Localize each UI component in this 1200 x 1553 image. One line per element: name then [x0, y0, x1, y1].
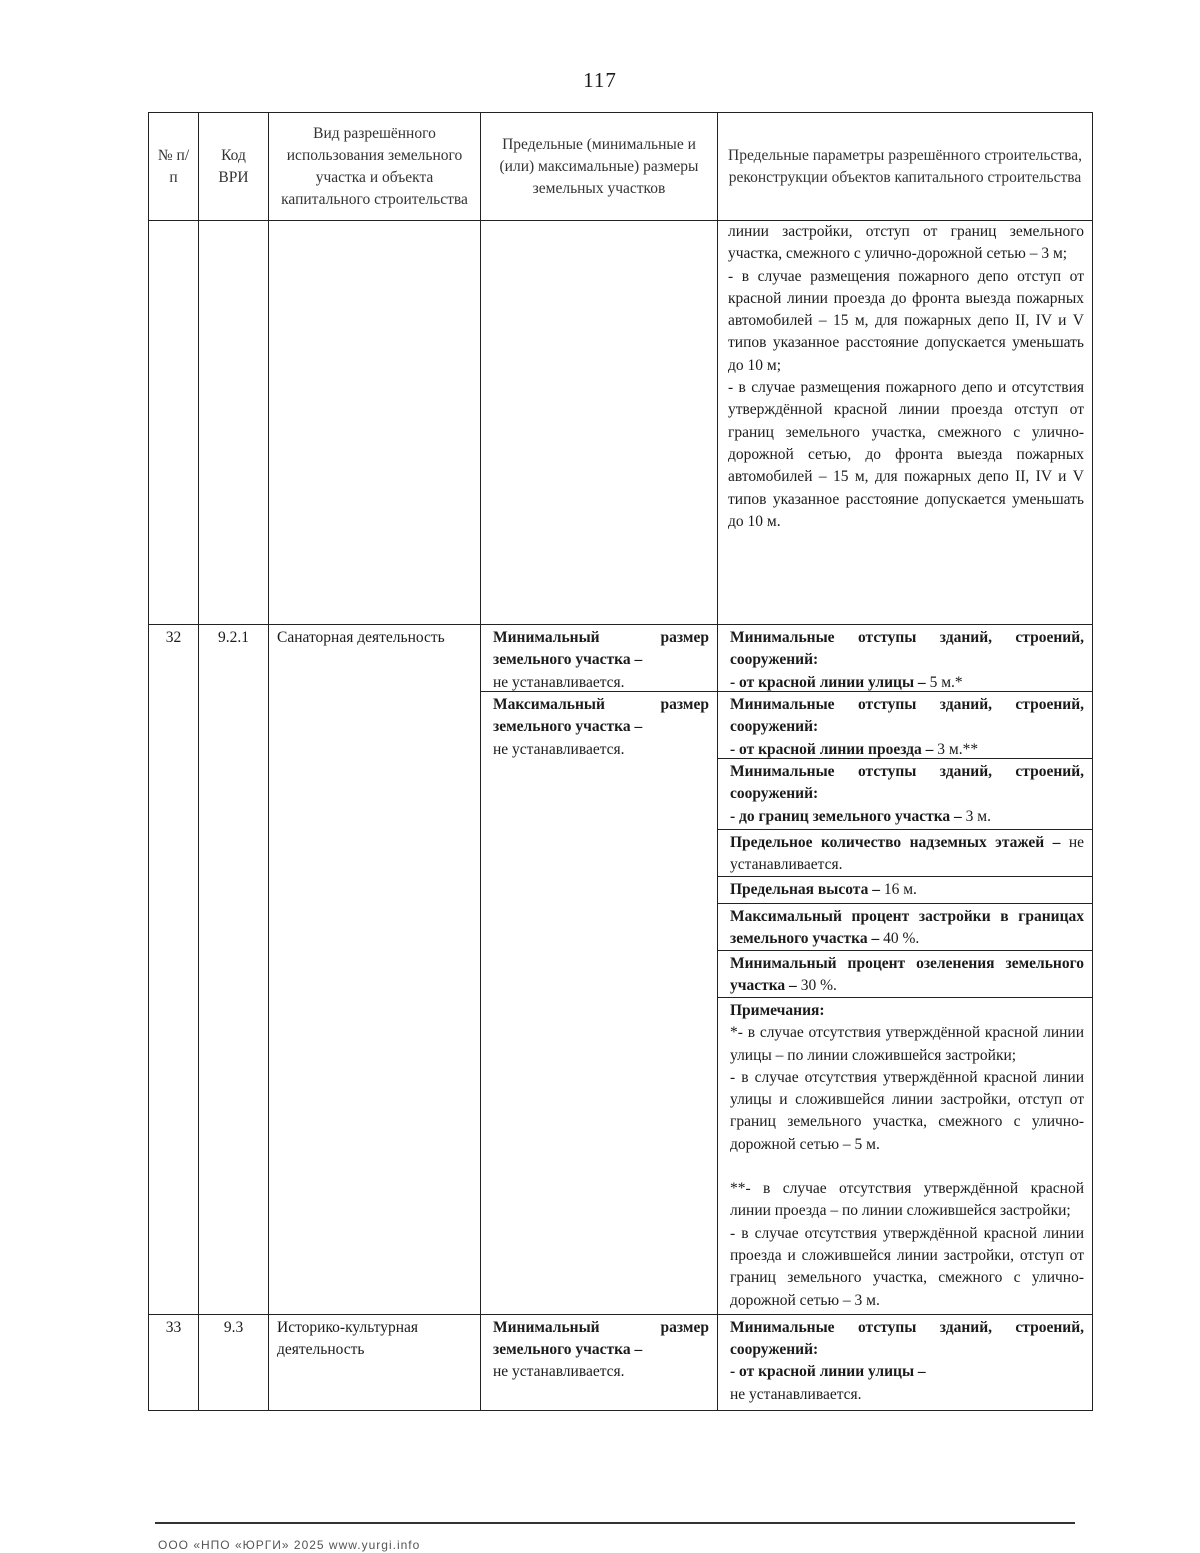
row32-params [718, 625, 1093, 1315]
row32-min-size [481, 625, 717, 691]
row32-param-3-value: 3 м. [961, 807, 991, 825]
row32-param-2-line: - от красной линии проезда – [730, 740, 934, 758]
row32-param-7 [718, 950, 1092, 997]
row32-max-size-label: Максимальный размер земельного участка – [493, 696, 709, 736]
row32-param-7-value: 30 %. [796, 977, 837, 995]
row32-code: 9.2.1 [199, 625, 269, 1315]
row32-param-6-label: Максимальный процент застройки в границах земельного участка – [730, 908, 1084, 948]
row32-param-5-label: Предельная высота – [730, 881, 880, 898]
row32-note-4: - в случае отсутствия утверждённой красной линии проезда и сложившейся линии застройки, отступ от границ земельного участка, смежного с улично-дорожной сетью – 3 м. [730, 1224, 1084, 1309]
row32-param-7-label: Минимальный процент озеленения земельного участка – [730, 955, 1084, 995]
row32-note-2: - в случае отсутствия утверждённой красной линии улицы и сложившейся линии застройки, отступ от границ земельного участка, смежного с улично-дорожной сетью – 5 м. [730, 1068, 1084, 1153]
row32-param-2-label: Минимальные отступы зданий, строений, сооружений: [730, 696, 1084, 736]
footer-divider [155, 1522, 1075, 1524]
row33-name: Историко-культурная деятельность [269, 1314, 481, 1410]
row32-note-3: **- в случае отсутствия утверждённой красной линии проезда – по линии сложившейся застройки; [730, 1180, 1084, 1220]
table-row-continuation [149, 221, 1093, 625]
row32-param-6-value: 40 %. [879, 930, 920, 948]
row32-param-1-label: Минимальные отступы зданий, строений, сооружений: [730, 629, 1084, 669]
row33-num: 33 [149, 1314, 199, 1410]
row32-param-1-value: 5 м.* [925, 673, 963, 691]
row32-max-size-value: не устанавливается. [493, 740, 625, 758]
table-header-row [149, 113, 1093, 221]
row32-param-2 [718, 691, 1092, 758]
row32-param-1-line: - от красной линии улицы – [730, 673, 926, 691]
row33-params [718, 1314, 1093, 1410]
row32-param-2-value: 3 м.** [933, 740, 979, 758]
row33-code: 9.3 [199, 1314, 269, 1410]
row32-min-size-value: не устанавливается. [493, 673, 625, 691]
row33-min-size-value: не устанавливается. [493, 1363, 625, 1381]
row32-param-5-value: 16 м. [879, 881, 917, 898]
row32-num: 32 [149, 625, 199, 1315]
row32-note-1: *- в случае отсутствия утверждённой красной линии улицы – по линии сложившейся застройки; [730, 1024, 1084, 1064]
row32-param-6 [718, 903, 1092, 950]
row32-param-3 [718, 758, 1092, 829]
row32-param-3-line: - до границ земельного участка – [730, 807, 962, 825]
row33-sizes [481, 1314, 718, 1410]
row32-param-5 [718, 876, 1092, 903]
header-params: Предельные параметры разрешённого строительства, реконструкции объектов капитального строительства [718, 113, 1093, 221]
row33-param-1-label: Минимальные отступы зданий, строений, сооружений: [730, 1318, 1084, 1359]
row32-param-4 [718, 829, 1092, 876]
page-number: 117 [583, 68, 617, 92]
header-num: № п/п [149, 113, 199, 221]
table-row-32 [149, 625, 1093, 1315]
table-row-33 [149, 1314, 1093, 1410]
cont-params: линии застройки, отступ от границ земельного участка, смежного с улично-дорожной сетью – 3 м; - в случае размещения пожарного депо отступ от красной линии проезда до фронта выезда пожарных автомобилей – 15 м, для пожарных депо II, IV и V типов указанное расстояние допускается уменьшать до 10 м; - в случае размещения пожарного депо и отсутствия утверждённой красной линии проезда отступ от границ земельного участка, смежного с улично-дорожной сетью, до фронта выезда пожарных автомобилей – 15 м, для пожарных депо II, IV и V типов указанное расстояние допускается уменьшать до 10 м. [718, 221, 1093, 625]
row33-param-1-line: - от красной линии улицы – [730, 1363, 926, 1381]
row33-param-1-value: не устанавливается. [730, 1385, 862, 1403]
header-code: Код ВРИ [199, 113, 269, 221]
header-sizes: Предельные (минимальные и (или) максимальные) размеры земельных участков [481, 113, 718, 221]
row32-notes [718, 997, 1092, 1314]
row32-notes-title: Примечания: [730, 1002, 825, 1019]
row32-param-1 [718, 625, 1092, 691]
row32-param-3-label: Минимальные отступы зданий, строений, сооружений: [730, 763, 1084, 803]
footer-text: ООО «НПО «ЮРГИ» 2025 www.yurgi.info [158, 1538, 421, 1552]
zoning-table [148, 112, 1093, 1411]
row32-name: Санаторная деятельность [269, 625, 481, 1315]
cont-num [149, 221, 199, 625]
row33-min-size-label: Минимальный размер земельного участка – [493, 1318, 709, 1359]
row32-min-size-label: Минимальный размер земельного участка – [493, 629, 709, 669]
row32-sizes [481, 625, 718, 1315]
row32-param-4-value: не устанавливается. [730, 834, 1084, 874]
header-kind: Вид разрешённого использования земельного участка и объекта капитального строительства [269, 113, 481, 221]
cont-code [199, 221, 269, 625]
row32-param-4-label: Предельное количество надземных этажей – [730, 834, 1061, 851]
cont-sizes [481, 221, 718, 625]
row32-max-size [481, 691, 717, 763]
cont-name [269, 221, 481, 625]
